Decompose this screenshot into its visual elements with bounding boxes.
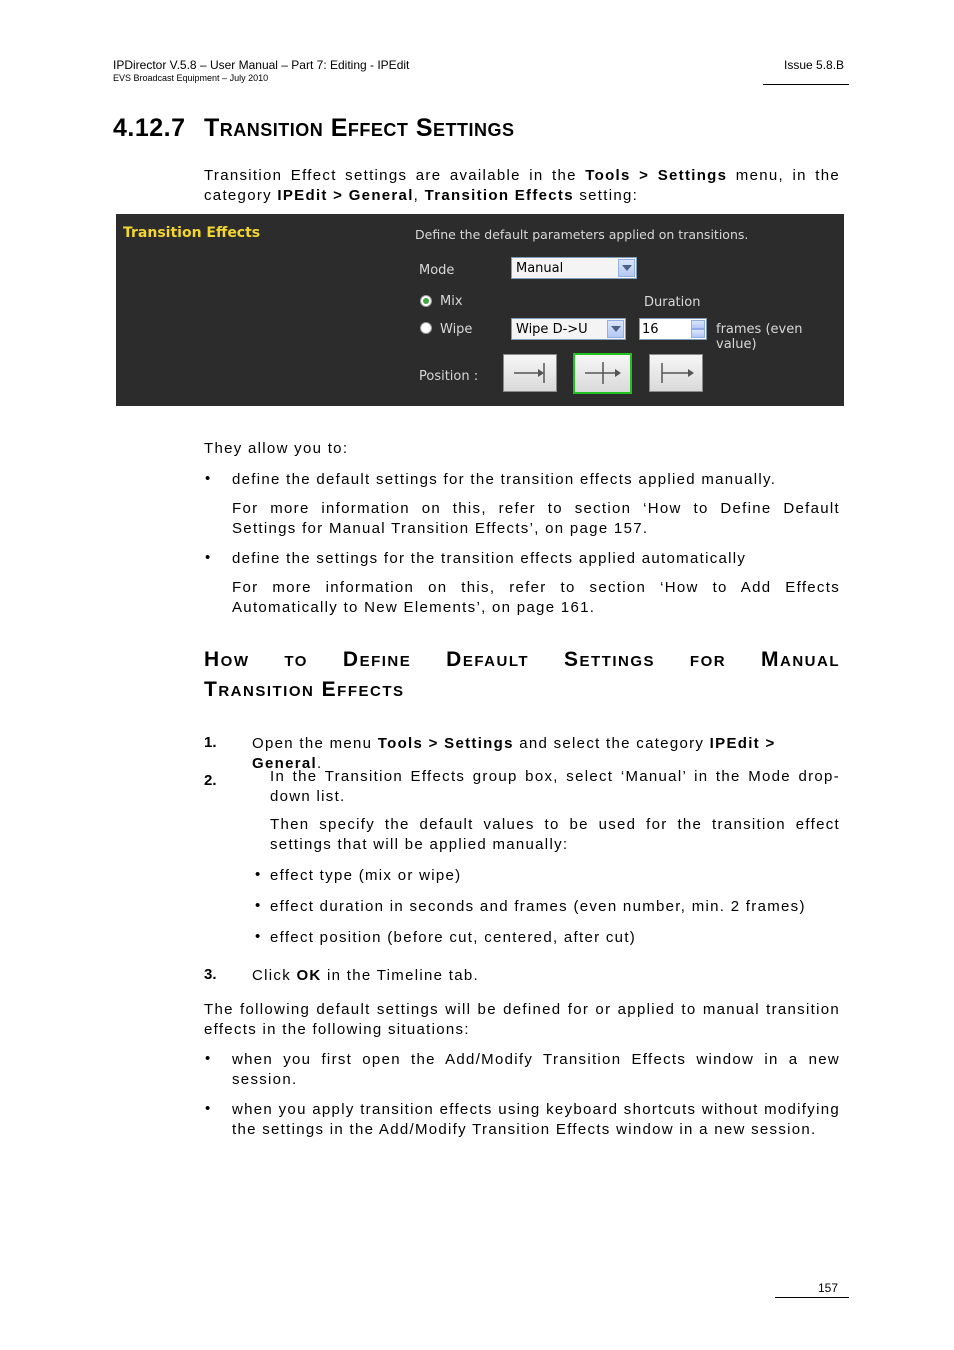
bullet-1-text: define the default settings for the transition effects applied manually. [232, 471, 777, 488]
step-1-bold-tools: Tools > Settings [377, 735, 514, 752]
step-2-paragraph-2: Then specify the default values to be used for the transition effect settings that will be applied manually: [270, 816, 840, 853]
wipe-select-value: Wipe D->U [516, 322, 588, 337]
intro-paragraph [204, 166, 840, 205]
duration-label: Duration [644, 295, 701, 310]
step-1-t1: Open the menu [252, 735, 378, 752]
intro-text-3: , [413, 186, 425, 204]
bullet-dot: • [205, 1100, 211, 1117]
position-centered-button[interactable] [573, 353, 632, 394]
step-1-t2: and select the category [513, 735, 710, 752]
after-cut-arrow-icon [650, 355, 702, 391]
frames-label: frames (even value) [716, 322, 803, 352]
section-number: 4.12.7 [113, 114, 186, 142]
position-after-cut-button[interactable] [649, 354, 703, 392]
situation-2: when you apply transition effects using keyboard shortcuts without modifying the settings in the Add/Modify Transition Effects window in a new session. [232, 1101, 840, 1138]
header-issue: Issue 5.8.B [784, 58, 845, 72]
step-1-t3: . [316, 754, 323, 772]
mode-select-value: Manual [516, 261, 564, 276]
following-paragraph: The following default settings will be defined for or applied to manual transition effects in the following situations: [204, 1001, 840, 1038]
allow-text: They allow you to: [204, 440, 349, 457]
wipe-label: Wipe [440, 322, 473, 337]
header-subtitle: EVS Broadcast Equipment – July 2010 [113, 73, 269, 83]
step-2-item-2: effect duration in seconds and frames (even number, min. 2 frames) [270, 898, 806, 915]
intro-bold-transition: Transition Effects [424, 186, 574, 204]
mix-label: Mix [440, 294, 463, 309]
intro-text-1: Transition Effect settings are available in the [204, 167, 586, 184]
wipe-radio[interactable] [420, 322, 432, 334]
panel-title: Transition Effects [123, 225, 261, 241]
page-number: 157 [818, 1281, 839, 1295]
step-3-t2: in the Timeline tab. [321, 967, 479, 984]
step-3-number: 3. [204, 966, 217, 983]
mode-label: Mode [419, 263, 455, 278]
sub-bullet-dot: • [255, 928, 261, 945]
duration-value: 16 [642, 322, 659, 337]
step-2-paragraph-1: In the Transition Effects group box, select ‘Manual’ in the Mode drop-down list. [270, 768, 840, 805]
bullet-dot: • [205, 549, 211, 566]
chevron-down-icon[interactable] [618, 259, 635, 277]
centered-arrow-icon [575, 355, 630, 392]
mode-select[interactable] [511, 257, 637, 279]
chevron-down-icon[interactable] [607, 320, 624, 338]
step-2-item-1: effect type (mix or wipe) [270, 867, 462, 884]
stepper-up-icon[interactable] [691, 320, 705, 329]
section-title: Transition Effect Settings [204, 114, 515, 142]
footer-rule [775, 1297, 849, 1298]
intro-text-4: setting: [573, 186, 639, 204]
step-3-bold-ok: OK [296, 967, 322, 984]
step-1-bold-ipedit: IPEdit > General [252, 735, 776, 772]
intro-bold-tools: Tools > Settings [585, 167, 728, 184]
wipe-select[interactable] [511, 318, 626, 340]
situation-1: when you first open the Add/Modify Transition Effects window in a new session. [232, 1051, 840, 1088]
sub-bullet-dot: • [255, 897, 261, 914]
sub-bullet-dot: • [255, 866, 261, 883]
intro-text-2: menu, in the category [204, 167, 840, 204]
before-cut-arrow-icon [504, 355, 556, 391]
bullet-2-text: define the settings for the transition effects applied automatically [232, 550, 747, 567]
bullet-2-more: For more information on this, refer to section ‘How to Add Effects Automatically to New Elements’, on page 161. [232, 579, 840, 616]
stepper-down-icon[interactable] [691, 329, 705, 338]
header-title: IPDirector V.5.8 – User Manual – Part 7: Editing - IPEdit [113, 58, 410, 72]
position-before-cut-button[interactable] [503, 354, 557, 392]
step-1-number: 1. [204, 734, 217, 751]
mix-radio[interactable] [420, 295, 432, 307]
bullet-1-more: For more information on this, refer to section ‘How to Define Default Settings for Manual Transition Effects’, on page 157. [232, 500, 840, 537]
step-3-text [252, 966, 840, 986]
bullet-dot: • [205, 470, 211, 487]
header-rule [763, 84, 849, 85]
step-3-t1: Click [252, 967, 297, 984]
bullet-dot: • [205, 1050, 211, 1067]
panel-description: Define the default parameters applied on transitions. [415, 227, 749, 242]
step-2-item-3: effect position (before cut, centered, after cut) [270, 929, 637, 946]
transition-effects-panel [116, 214, 844, 406]
intro-bold-ipedit: IPEdit > General [277, 186, 414, 204]
position-label: Position : [419, 369, 479, 384]
duration-stepper[interactable] [639, 318, 707, 340]
subsection-title: How to Define Default Settings for Manual Transition Effects [204, 648, 840, 701]
step-2-number: 2. [204, 772, 217, 789]
